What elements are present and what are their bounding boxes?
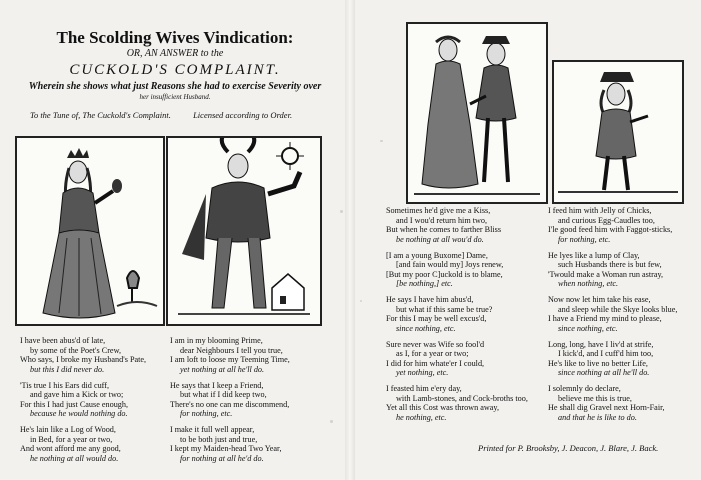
- stanza: [386, 384, 528, 422]
- verse-line: I feed him with Jelly of Chicks,: [548, 206, 652, 215]
- verse-line: since nothing, etc.: [396, 323, 456, 333]
- verse-line: [I am a young Buxome] Dame,: [386, 250, 488, 260]
- license-text: Licensed according to Order.: [193, 110, 293, 120]
- stanza: [548, 251, 677, 289]
- verse-line: such Husbands there is but few,: [558, 260, 662, 270]
- paper-speck: [330, 420, 333, 423]
- paper-speck: [470, 395, 472, 398]
- paper-speck: [340, 210, 343, 213]
- verse-line: he nothing, etc.: [396, 413, 447, 423]
- verse-line: because he would nothing do.: [30, 409, 128, 419]
- verse-line: I kept my Maiden-head Two Year,: [170, 444, 282, 454]
- verse-line: [and fain would my] Joys renew,: [396, 260, 504, 270]
- ballad-subtitle-line: OR, AN ANSWER to the: [126, 48, 224, 59]
- verse-line: dear Neighbours I tell you true,: [180, 345, 283, 355]
- verse-line: He lyes like a lump of Clay,: [548, 250, 640, 260]
- verse-line: yet nothing at all he'll do.: [180, 364, 265, 374]
- verse-line: For this I had just Cause enough,: [20, 399, 129, 409]
- woodcut-couple-image: [408, 24, 546, 202]
- verse-line: to be both just and true,: [180, 434, 258, 444]
- tune-line: [30, 110, 330, 120]
- page-fold: [345, 0, 355, 480]
- stanza: [20, 336, 146, 374]
- verse-line: He shall dig Gravel next Horn-Fair,: [548, 403, 665, 413]
- verse-line: I solemnly do declare,: [548, 384, 621, 394]
- stanza: [20, 381, 146, 419]
- ballad-description: Wherein she shows what just Reasons she had to exercise Severity over: [28, 81, 322, 92]
- verse-line: 'Twould make a Woman run astray,: [548, 269, 664, 279]
- verse-line: I am loft to loose my Teeming Time,: [170, 355, 290, 365]
- verse-line: when nothing, etc.: [558, 279, 619, 289]
- verse-line: I am in my blooming Prime,: [170, 336, 263, 345]
- verse-line: yet nothing, etc.: [396, 368, 449, 378]
- verse-line: Sometimes he'd give me a Kiss,: [386, 206, 491, 215]
- verse-line: I'le good feed him with Faggot-sticks,: [548, 225, 673, 235]
- stanza: [386, 251, 528, 289]
- woodcut-gentleman-image: [554, 62, 682, 202]
- verse-line: Now now let him take his ease,: [548, 295, 651, 305]
- verse-line: And wont afford me any good,: [20, 444, 121, 454]
- verse-line: and sleep while the Skye looks blue,: [558, 304, 678, 314]
- verse-line: I kick'd, and I cuff'd him too,: [558, 349, 654, 359]
- woodcut-gentleman: [552, 60, 684, 204]
- verse-line: [be nothing,] etc.: [396, 279, 453, 289]
- verse-line: he nothing at all would do.: [30, 453, 119, 463]
- verse-line: for nothing, etc.: [180, 409, 233, 419]
- verse-line: but this I did never do.: [30, 364, 105, 374]
- stanza: [170, 381, 290, 419]
- stanza: [170, 336, 290, 374]
- paper-speck: [380, 140, 383, 142]
- stanza: [386, 206, 528, 244]
- verse-line: but what if I did keep two,: [180, 390, 267, 400]
- woodcut-woman-image: [17, 138, 163, 324]
- printer-imprint: Printed for P. Brooksby, J. Deacon, J. Blare, J. Back.: [478, 443, 659, 453]
- verse-line: I make it full well appear,: [170, 425, 255, 435]
- paper-speck: [360, 300, 362, 302]
- verse-column-1: [20, 336, 146, 470]
- verse-line: in Bed, for a year or two,: [30, 434, 113, 444]
- verse-line: as I, for a year or two;: [396, 349, 469, 359]
- stanza: [386, 295, 528, 333]
- ballad-subtitle-main: CUCKOLD'S COMPLAINT.: [69, 62, 281, 78]
- verse-column-4: [548, 206, 677, 429]
- verse-line: But when he comes to farther Bliss: [386, 225, 502, 235]
- woodcut-horned-man: [166, 136, 322, 326]
- verse-line: be nothing at all wou'd do.: [396, 234, 484, 244]
- verse-line: by some of the Poet's Crew,: [30, 345, 121, 355]
- verse-line: believe me this is true,: [558, 393, 632, 403]
- verse-line: He says I have him abus'd,: [386, 295, 474, 305]
- verse-column-3: [386, 206, 528, 429]
- woodcut-woman: [15, 136, 165, 326]
- verse-line: 'Tis true I his Ears did cuff,: [20, 380, 110, 390]
- verse-line: He's lain like a Log of Wood,: [20, 425, 116, 435]
- verse-line: but what if this same be true?: [396, 304, 493, 314]
- verse-line: since nothing, etc.: [558, 323, 618, 333]
- verse-line: He says that I keep a Friend,: [170, 380, 264, 390]
- verse-line: I feasted him e'ery day,: [386, 384, 462, 394]
- verse-line: and curious Egg-Caudles too,: [558, 215, 655, 225]
- verse-line: I did for him whate'er I could,: [386, 358, 485, 368]
- verse-line: since nothing at all he'll do.: [558, 368, 650, 378]
- ballad-description-small: her insufficient Husband.: [139, 93, 211, 101]
- stanza: [386, 340, 528, 378]
- verse-line: I have been abus'd of late,: [20, 336, 106, 345]
- verse-column-2: [170, 336, 290, 470]
- stanza: [548, 340, 677, 378]
- ballad-title: The Scolding Wives Vindication:: [56, 28, 294, 47]
- stanza: [548, 206, 677, 244]
- verse-line: Yet all this Cost was thrown away,: [386, 403, 500, 413]
- tune-text: To the Tune of, The Cuckold's Complaint.: [30, 110, 171, 120]
- stanza: [20, 425, 146, 463]
- verse-line: I have a Friend my mind to please,: [548, 314, 662, 324]
- stanza: [548, 295, 677, 333]
- verse-line: He's like to live no better Life,: [548, 358, 648, 368]
- stanza: [170, 425, 290, 463]
- verse-line: and gave him a Kick or two;: [30, 390, 124, 400]
- verse-line: with Lamb-stones, and Cock-broths too,: [396, 393, 528, 403]
- verse-line: Long, long, have I liv'd at strife,: [548, 339, 654, 349]
- woodcut-couple: [406, 22, 548, 204]
- verse-line: Sure never was Wife so fool'd: [386, 339, 485, 349]
- verse-line: for nothing, etc.: [558, 234, 611, 244]
- woodcut-horned-man-image: [168, 138, 320, 324]
- stanza: [548, 384, 677, 422]
- verse-line: There's no one can me discommend,: [170, 399, 290, 409]
- verse-line: and I wou'd return him two,: [396, 215, 488, 225]
- verse-line: For this I may be well excus'd,: [386, 314, 487, 324]
- verse-line: for nothing at all he'd do.: [180, 453, 264, 463]
- verse-line: and that he is like to do.: [558, 413, 637, 423]
- verse-line: [But my poor C]uckold is to blame,: [386, 269, 503, 279]
- verse-line: Who says, I broke my Husband's Pate,: [20, 355, 147, 365]
